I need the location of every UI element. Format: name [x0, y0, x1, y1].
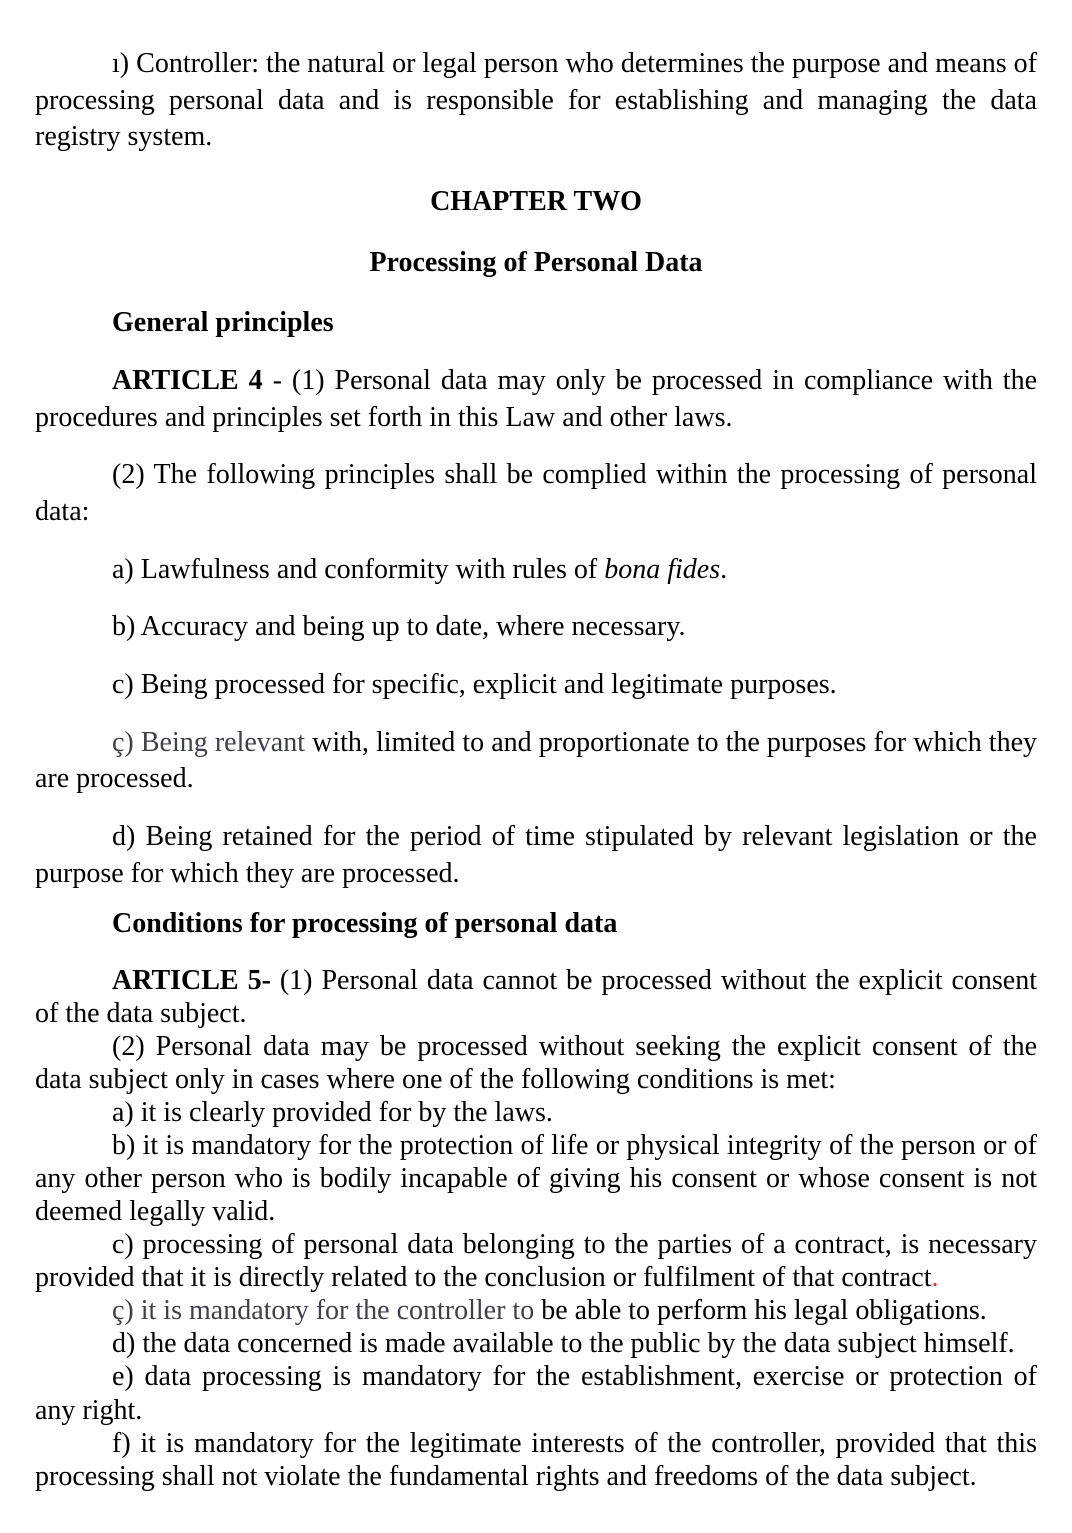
a5-item-c-red-period: .: [931, 1262, 939, 1294]
paragraph-article5-item-a: [35, 1096, 1037, 1129]
paragraph-article4-item-b: [35, 609, 1037, 646]
paragraph-article4: [35, 363, 1037, 436]
a5-item-c-text: c) processing of personal data belonging to the parties of a contract, is necessary provided that it is directly related to the conclusion or fulfilment of that contract: [35, 1229, 1037, 1294]
item-d-text: d) Being retained for the period of time stipulated by relevant legislation or the purpose for which they are processed.: [35, 821, 1037, 889]
a5-item-a-text: a) it is clearly provided for by the laws.: [112, 1097, 553, 1129]
a5-item-b-text: b) it is mandatory for the protection of life or physical integrity of the person or of any other person who is bodily incapable of giving his consent or whose consent is not deemed legally valid.: [35, 1130, 1037, 1228]
paragraph-article5: [35, 964, 1037, 1030]
article4-body: - (1) Personal data may only be processed in compliance with the procedures and principles set forth in this Law and other laws.: [35, 365, 1037, 433]
paragraph-article4-item-d: [35, 819, 1037, 892]
article5-clause2-text: (2) Personal data may be processed without seeking the explicit consent of the data subject only in cases where one of the following conditions is met:: [35, 1031, 1037, 1096]
paragraph-article4-item-a: [35, 552, 1037, 589]
a5-item-c2-rest-text: be able to perform his legal obligations.: [534, 1295, 987, 1327]
paragraph-article5-item-c: [35, 1228, 1037, 1294]
item-a-post: .: [720, 553, 728, 585]
item-a-pre: a) Lawfulness and conformity with rules of: [112, 553, 605, 585]
a5-item-c2-alt-text: ç) it is mandatory for the controller to: [112, 1295, 535, 1327]
paragraph-article5-item-f: [35, 1427, 1037, 1493]
article5-body: (1) Personal data cannot be processed without the explicit consent of the data subject.: [35, 965, 1037, 1030]
item-c-text: c) Being processed for specific, explicit and legitimate purposes.: [112, 669, 837, 701]
item-c2-rest-text: with, limited to and proportionate to the purposes for which they are processed.: [35, 726, 1037, 795]
a5-item-d-text: d) the data concerned is made available to the public by the data subject himself.: [112, 1328, 1015, 1360]
paragraph-article5-item-e: [35, 1360, 1037, 1426]
chapter-subtitle-text: Processing of Personal Data: [369, 246, 703, 278]
paragraph-article4-item-c2: [35, 725, 1037, 798]
paragraph-article5-item-b: [35, 1129, 1037, 1228]
item-c2-alt-text: ç) Being relevant: [112, 726, 305, 758]
paragraph-article4-clause2: [35, 457, 1037, 530]
article5-label: ARTICLE 5-: [112, 965, 271, 997]
conditions-heading-text: Conditions for processing of personal data: [112, 908, 618, 940]
section-heading-conditions: [35, 906, 1037, 943]
paragraph-article4-item-c: [35, 667, 1037, 704]
a5-item-e-text: e) data processing is mandatory for the establishment, exercise or protection of any right.: [35, 1361, 1037, 1426]
paragraph-article5-item-d: [35, 1327, 1037, 1360]
article4-label: ARTICLE 4: [112, 365, 263, 397]
section-heading-text: General principles: [112, 307, 334, 339]
paragraph-article5-item-c2: [35, 1294, 1037, 1327]
article4-clause2-text: (2) The following principles shall be complied within the processing of personal data:: [35, 459, 1037, 528]
controller-definition-text: ı) Controller: the natural or legal person who determines the purpose and means of processing personal data and is responsible for establishing and managing the data registry system.: [35, 48, 1037, 153]
paragraph-article5-clause2: [35, 1030, 1037, 1096]
chapter-subtitle: [35, 245, 1037, 282]
item-b-text: b) Accuracy and being up to date, where necessary.: [112, 611, 686, 643]
item-a-latin-term: bona fides: [604, 553, 721, 585]
section-heading-general-principles: [35, 305, 1037, 342]
chapter-heading-text: CHAPTER TWO: [430, 186, 642, 218]
a5-item-f-text: f) it is mandatory for the legitimate interests of the controller, provided that this processing shall not violate the fundamental rights and freedoms of the data subject.: [35, 1427, 1037, 1492]
chapter-heading: [35, 184, 1037, 221]
paragraph-controller-definition: [35, 46, 1037, 156]
